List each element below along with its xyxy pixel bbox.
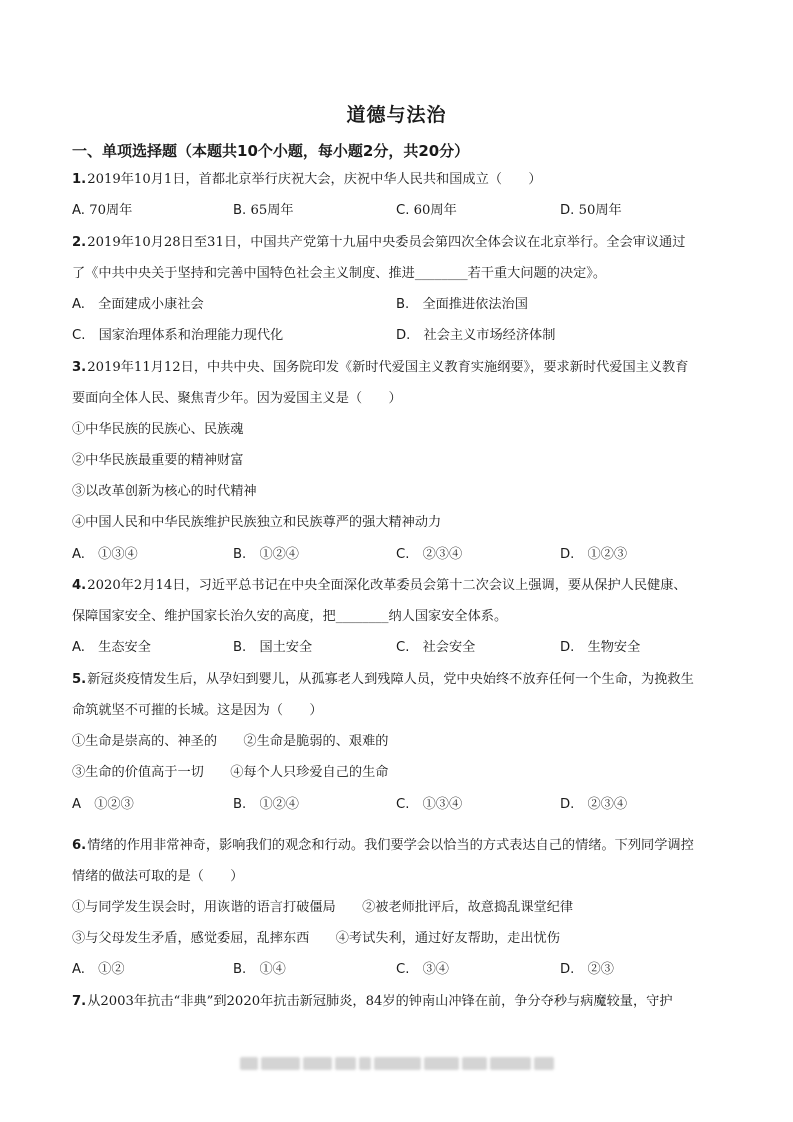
question-3-item-2: ②中华民族最重要的精神财富 [72, 453, 244, 468]
question-4-line-2: 保障国家安全、维护国家长治久安的高度，把________纳人国家安全体系。 [72, 609, 508, 624]
option-c: C. ②③④ [396, 547, 463, 562]
question-3-item-1: ①中华民族的民族心、民族魂 [72, 422, 244, 437]
question-6-items-2: ③与父母发生矛盾，感觉委屈，乱摔东西 ④考试失利，通过好友帮助，走出忧伤 [72, 931, 560, 946]
option-c: C. ③④ [396, 962, 449, 977]
option-b: B. 国土安全 [233, 640, 313, 655]
question-3-item-4: ④中国人民和中华民族维护民族独立和民族尊严的强大精神动力 [72, 515, 442, 530]
option-a: A. 生态安全 [72, 640, 151, 655]
question-1-options [72, 201, 724, 221]
option-a: A. 70周年 [72, 203, 133, 218]
option-c: C. 国家治理体系和治理能力现代化 [72, 328, 284, 343]
question-5-options [72, 795, 724, 815]
question-4-line-1: 4.2020年2月14日，习近平总书记在中央全面深化改革委员会第十二次会议上强调，要从保护人民健康、 [72, 578, 687, 593]
option-d: D. ①②③ [560, 547, 628, 562]
question-number: 4. [72, 578, 87, 593]
question-7-line-1: 7.从2003年抗击“非典”到2020年抗击新冠肺炎，84岁的钟南山冲锋在前，争分夺秒与病魔较量，守护 [72, 994, 673, 1009]
option-c: C. 60周年 [396, 203, 457, 218]
question-number: 1. [72, 172, 87, 187]
question-2-options-row-1 [72, 295, 724, 315]
option-a: A. ①③④ [72, 547, 138, 562]
question-3-line-1: 3.2019年11月12日，中共中央、国务院印发《新时代爱国主义教育实施纲要》，要求新时代爱国主义教育 [72, 360, 689, 375]
question-1-line-1: 1.2019年10月1日，首都北京举行庆祝大会，庆祝中华人民共和国成立（ ） [72, 172, 542, 187]
option-b: B. 65周年 [233, 203, 294, 218]
option-b: B. ①②④ [233, 797, 299, 812]
section-heading: 一、单项选择题（本题共10个小题，每小题2分，共20分） [72, 142, 470, 160]
option-d: D. ②③ [560, 962, 614, 977]
question-3-item-3: ③以改革创新为核心的时代精神 [72, 484, 257, 499]
option-d: D. 50周年 [560, 203, 622, 218]
question-2-options-row-2 [72, 326, 724, 346]
question-number: 7. [72, 994, 87, 1009]
question-6-options [72, 960, 724, 980]
question-2-line-2: 了《中共中央关于坚持和完善中国特色社会主义制度、推进________若干重大问题的决定》。 [72, 266, 607, 281]
question-5-line-1: 5.新冠炎疫情发生后，从孕妇到婴儿，从孤寡老人到残障人员，党中央始终不放弃任何一个生命，为挽救生 [72, 672, 694, 687]
option-d: D. ②③④ [560, 797, 628, 812]
option-d: D. 社会主义市场经济体制 [396, 328, 556, 343]
option-d: D. 生物安全 [560, 640, 641, 655]
question-4-options [72, 638, 724, 658]
blurred-footer-watermark [240, 1057, 554, 1070]
option-a: A. ①② [72, 962, 125, 977]
option-a: A. 全面建成小康社会 [72, 297, 204, 312]
question-5-items-1: ①生命是崇高的、神圣的 ②生命是脆弱的、艰难的 [72, 734, 389, 749]
option-a: A ①②③ [72, 797, 134, 812]
question-3-line-2: 要面向全体人民、聚焦青少年。因为爱国主义是（ ） [72, 391, 402, 406]
question-5-line-2: 命筑就坚不可摧的长城。这是因为（ ） [72, 703, 323, 718]
page-title: 道德与法治 [346, 104, 447, 126]
option-b: B. ①④ [233, 962, 286, 977]
question-6-line-2: 情绪的做法可取的是（ ） [72, 869, 244, 884]
question-number: 2. [72, 235, 87, 250]
option-b: B. ①②④ [233, 547, 299, 562]
question-number: 5. [72, 672, 87, 687]
question-2-line-1: 2.2019年10月28日至31日，中国共产党第十九届中央委员会第四次全体会议在北京举行。全会审议通过 [72, 235, 686, 250]
option-b: B. 全面推进依法治国 [396, 297, 528, 312]
question-number: 6. [72, 838, 87, 853]
option-c: C. 社会安全 [396, 640, 476, 655]
question-5-items-2: ③生命的价值高于一切 ④每个人只珍爱自己的生命 [72, 765, 389, 780]
question-6-line-1: 6.情绪的作用非常神奇，影响我们的观念和行动。我们要学会以恰当的方式表达自己的情绪。下列同学调控 [72, 838, 694, 853]
question-number: 3. [72, 360, 87, 375]
question-3-options [72, 545, 724, 565]
option-c: C. ①③④ [396, 797, 463, 812]
question-6-items-1: ①与同学发生误会时，用诙谐的语言打破僵局 ②被老师批评后，故意捣乱课堂纪律 [72, 900, 574, 915]
